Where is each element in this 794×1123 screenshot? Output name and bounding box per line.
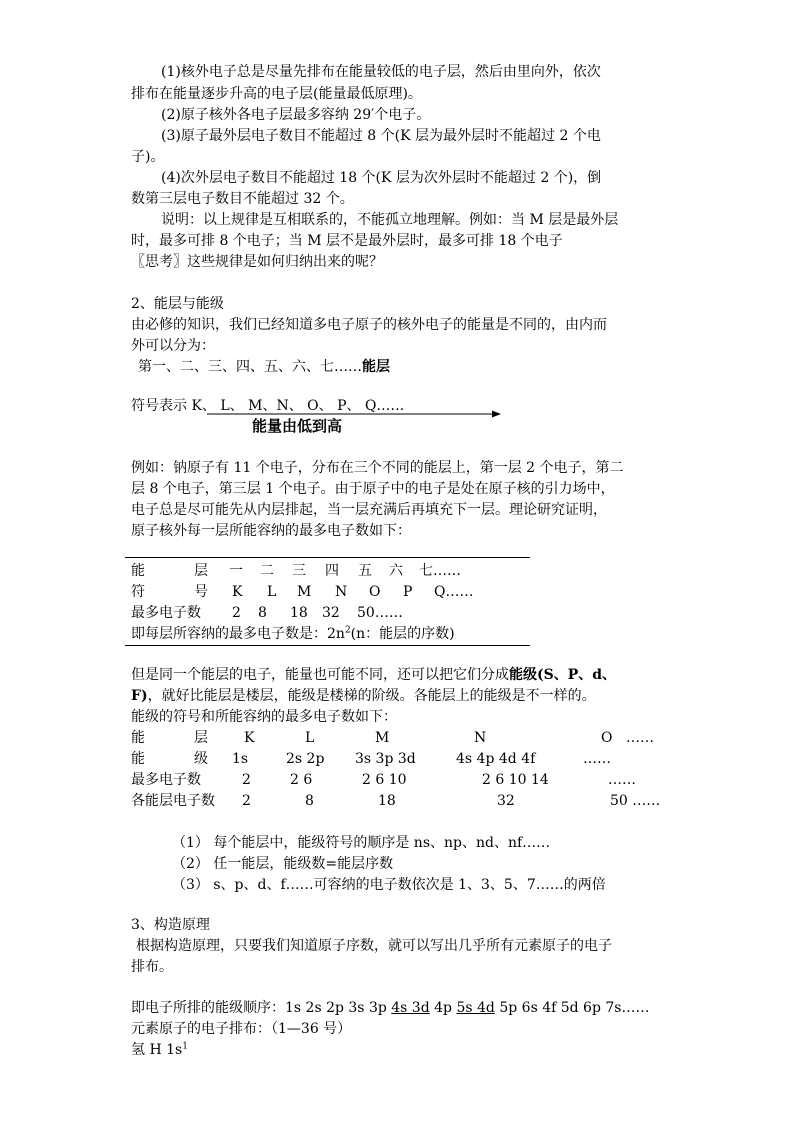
think-question: 〖思考〗这些规律是如何归纳出来的呢？ <box>131 254 383 270</box>
sublevels-text: 但是同一个能层的电子，能量也可能不同，还可以把它们分成 <box>131 667 509 683</box>
table-cell: 8 <box>305 793 314 809</box>
formula-text: 即每层所容纳的最多电子数是：2n <box>131 626 345 642</box>
table-cell: 2 6 10 14 <box>482 772 549 788</box>
table-cell: 50 …… <box>610 793 661 809</box>
example-line-3: 电子总是尽可能先从内层排起，当一层充满后再填充下一层。理论研究证明， <box>131 502 607 518</box>
table-cell: Q…… <box>434 584 474 600</box>
example-line-2: 层 8 个电子，第三层 1 个电子。由于原子中的电子是处在原子核的引力场中， <box>131 481 615 497</box>
section-2-intro-line-1: 由必修的知识，我们已经知道多电子原子的核外电子的能量是不同的，由内而 <box>131 317 607 333</box>
table-cell: N <box>474 730 487 746</box>
table-cell: L <box>267 584 277 600</box>
table-cell: O <box>369 584 381 600</box>
section-2-heading: 2、能层与能级 <box>131 296 224 312</box>
layers-list-bold: 能层 <box>362 359 390 375</box>
sublevels-bold: 能级(S、P、d、 <box>509 667 617 683</box>
section-2-intro-line-2: 外可以分为： <box>131 338 215 354</box>
rule-2: (2)原子核外各电子层最多容纳 29′个电子。 <box>161 107 431 123</box>
order-underlined-1: 4s 3d <box>391 1000 430 1016</box>
formula-sup: 2 <box>344 625 351 636</box>
table-cell: 级 <box>194 751 208 767</box>
table-cell: M <box>375 730 390 746</box>
arrangement-line: 元素原子的电子排布：（1—36 号） <box>131 1021 352 1037</box>
sublevels-line-1 <box>131 665 616 685</box>
table-cell: 32 <box>497 793 515 809</box>
table-cell: 能 <box>131 563 145 579</box>
table-cell: 32 <box>322 605 340 621</box>
table-cell: N <box>335 584 348 600</box>
table-1-row-formula <box>131 624 455 644</box>
sublevels-bold-2: F) <box>131 688 148 704</box>
table-cell: 号 <box>194 584 208 600</box>
table-cell: 18 <box>290 605 308 621</box>
table-cell: …… <box>608 772 636 788</box>
sublevel-order <box>131 998 649 1018</box>
table-cell: 8 <box>258 605 267 621</box>
table-cell: 符 <box>131 584 145 600</box>
table-cell: 层 <box>194 563 208 579</box>
note-line-1: 说明：以上规律是互相联系的，不能孤立地理解。例如：当 M 层是最外层 <box>161 212 619 228</box>
point-3: （3） s、p、d、f……可容纳的电子数依次是 1、3、5、7……的两倍 <box>172 877 606 893</box>
table-cell: L <box>305 730 315 746</box>
sublevels-line-2 <box>131 686 596 706</box>
table-cell: 能 <box>131 751 145 767</box>
table-cell: 三 <box>292 563 306 579</box>
section-3-heading: 3、构造原理 <box>131 917 210 933</box>
order-tail: 5p 6s 4f 5d 6p 7s…… <box>494 1000 650 1016</box>
table-cell: 3s 3p 3d <box>355 751 416 767</box>
rule-1-line-2: 排布在能量逐步升高的电子层(能量最低原理)。 <box>131 86 422 102</box>
table-cell: K <box>232 584 243 600</box>
table-cell: 2 6 <box>290 772 313 788</box>
example-line-4: 原子核外每一层所能容纳的最多电子数如下： <box>131 523 411 539</box>
section-3-intro-line-1: 根据构造原理，只要我们知道原子序数，就可以写出几乎所有元素原子的电子 <box>136 938 612 954</box>
table-cell: 4s 4p 4d 4f <box>456 751 536 767</box>
order-mid: 4p <box>429 1000 457 1016</box>
table-cell: 能 <box>131 730 145 746</box>
layers-list <box>138 357 390 377</box>
layers-list-prefix: 第一、二、三、四、五、六、七…… <box>138 359 362 375</box>
table-cell: 六 <box>389 563 403 579</box>
order-prefix: 即电子所排的能级顺序：1s 2s 2p 3s 3p <box>131 1000 392 1016</box>
table-cell: O <box>601 730 613 746</box>
table-cell: 2 6 10 <box>362 772 407 788</box>
order-underlined-2: 5s 4d <box>456 1000 495 1016</box>
table-cell: …… <box>626 730 654 746</box>
table-cell: P <box>403 584 413 600</box>
table-cell: 1s <box>232 751 249 767</box>
sublevels-line-3: 能级的符号和所能容纳的最多电子数如下： <box>131 709 397 725</box>
rule-3-line-1: (3)原子最外层电子数目不能超过 8 个(K 层为最外层时不能超过 2 个电 <box>161 128 601 144</box>
hydrogen-sup: 1 <box>182 1041 188 1052</box>
table-cell: 一 <box>229 563 243 579</box>
table-cell: 五 <box>358 563 372 579</box>
table-cell: 各能层电子数 <box>131 793 215 809</box>
rule-3-line-2: 子)。 <box>131 149 165 165</box>
table-cell: 2s 2p <box>286 751 325 767</box>
table-1-top-rule <box>125 557 530 558</box>
section-3-intro-line-2: 排布。 <box>131 959 173 975</box>
symbols-line: 符号表示 K、 L、 M、N、 O、 P、 Q…… <box>131 398 405 414</box>
point-1: （1） 每个能层中，能级符号的顺序是 ns、np、nd、nf…… <box>172 835 551 851</box>
table-cell: 层 <box>194 730 208 746</box>
energy-label: 能量由低到高 <box>252 417 343 435</box>
rule-4-line-1: (4)次外层电子数目不能超过 18 个(K 层为次外层时不能超过 2 个)，倒 <box>161 170 602 186</box>
hydrogen-text: 氢 H 1s <box>131 1042 183 1058</box>
table-cell: 2 <box>232 605 241 621</box>
table-cell: 七…… <box>419 563 461 579</box>
formula-tail: (n：能层的序数) <box>350 626 455 642</box>
table-cell: 50…… <box>357 605 403 621</box>
table-cell: 二 <box>260 563 274 579</box>
table-1-bottom-rule <box>125 645 530 646</box>
table-cell: K <box>244 730 255 746</box>
table-cell: 最多电子数 <box>131 605 201 621</box>
rule-1-line-1: (1)核外电子总是尽量先排布在能量较低的电子层，然后由里向外，依次 <box>161 64 601 80</box>
table-cell: 四 <box>325 563 339 579</box>
table-cell: M <box>297 584 312 600</box>
rule-4-line-2: 数第三层电子数目不能超过 32 个。 <box>131 191 354 207</box>
example-line-1: 例如：钠原子有 11 个电子，分布在三个不同的能层上，第一层 2 个电子，第二 <box>131 460 624 476</box>
point-2: （2） 任一能层，能级数=能层序数 <box>172 856 394 872</box>
table-cell: 最多电子数 <box>131 772 201 788</box>
table-cell: 2 <box>242 793 251 809</box>
hydrogen-line <box>131 1040 188 1060</box>
note-line-2: 时，最多可排 8 个电子；当 M 层不是最外层时，最多可排 18 个电子 <box>131 233 563 249</box>
table-cell: 2 <box>242 772 251 788</box>
table-cell: …… <box>583 751 611 767</box>
table-cell: 18 <box>378 793 396 809</box>
sublevels-text-2: ，就好比能层是楼层，能级是楼梯的阶级。各能层上的能级是不一样的。 <box>147 688 596 704</box>
